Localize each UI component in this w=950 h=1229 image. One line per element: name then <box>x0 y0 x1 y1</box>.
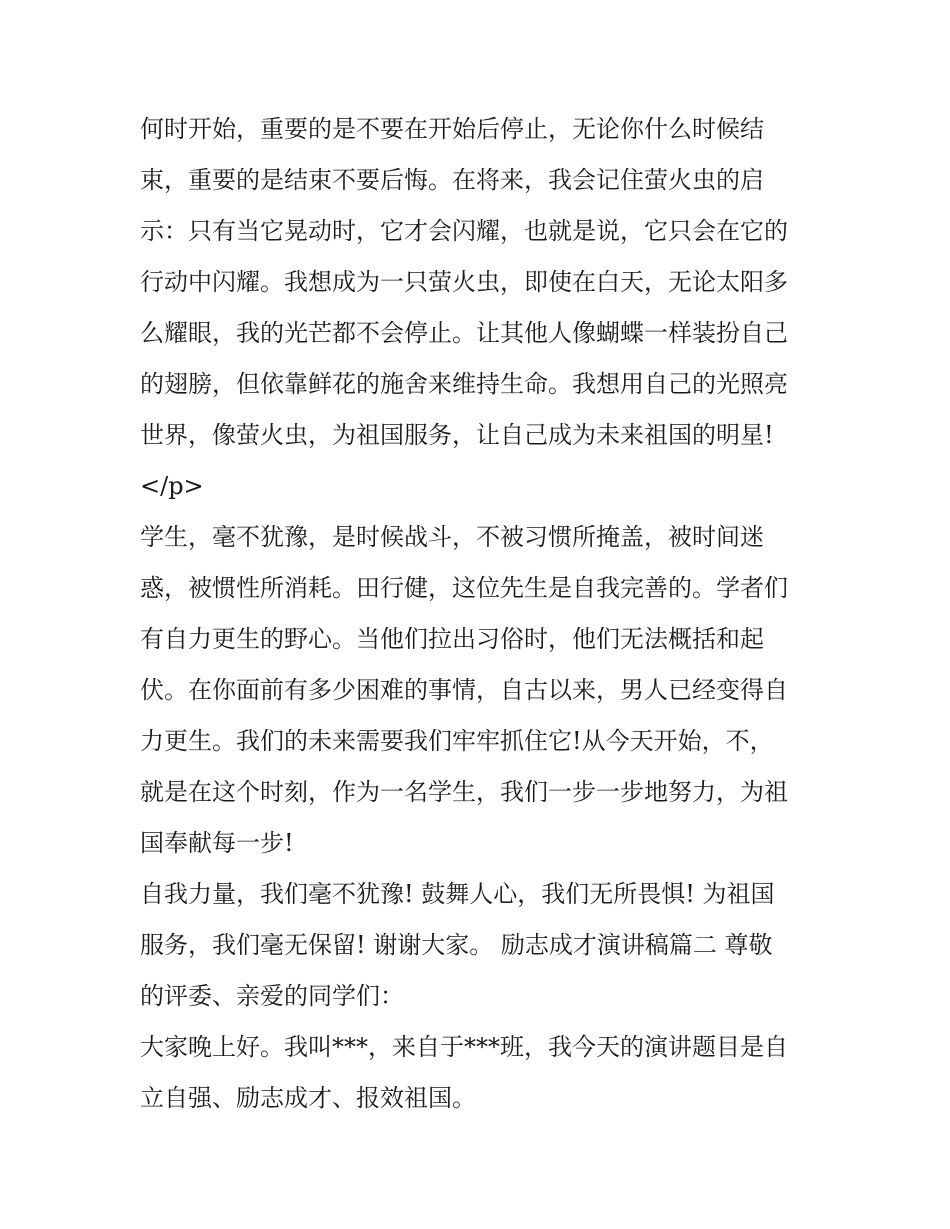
text-line: 惑，被惯性所消耗。田行健，这位先生是自我完善的。学者们 <box>140 574 788 602</box>
document-body <box>140 104 830 1124</box>
text-line: 立自强、励志成才、报效祖国。 <box>140 1084 476 1112</box>
text-line: 何时开始，重要的是不要在开始后停止，无论你什么时候结 <box>140 115 764 143</box>
text-line: 示：只有当它晃动时，它才会闪耀，也就是说，它只会在它的 <box>140 217 788 245</box>
text-line: 束，重要的是结束不要后悔。在将来，我会记住萤火虫的启 <box>140 166 764 194</box>
text-line: 力更生。我们的未来需要我们牢牢抓住它!从今天开始，不， <box>140 727 774 755</box>
text-line: 自我力量，我们毫不犹豫! 鼓舞人心，我们无所畏惧! 为祖国 <box>140 880 775 908</box>
text-line: 服务，我们毫无保留! 谢谢大家。 励志成才演讲稿篇二 尊敬 <box>140 931 773 959</box>
text-line: 的评委、亲爱的同学们： <box>140 982 404 1010</box>
text-line: 行动中闪耀。我想成为一只萤火虫，即使在白天，无论太阳多 <box>140 268 788 296</box>
text-line: 么耀眼，我的光芒都不会停止。让其他人像蝴蝶一样装扮自己 <box>140 319 788 347</box>
text-line: 有自力更生的野心。当他们拉出习俗时，他们无法概括和起 <box>140 625 764 653</box>
text-line: 的翅膀，但依靠鲜花的施舍来维持生命。我想用自己的光照亮 <box>140 370 788 398</box>
text-line: 大家晚上好。我叫***，来自于***班，我今天的演讲题目是自 <box>140 1033 788 1061</box>
text-line: 伏。在你面前有多少困难的事情，自古以来，男人已经变得自 <box>140 676 788 704</box>
text-line: 学生，毫不犹豫，是时候战斗，不被习惯所掩盖，被时间迷 <box>140 523 764 551</box>
text-line: 国奉献每一步! <box>140 829 294 857</box>
text-line: 世界，像萤火虫，为祖国服务，让自己成为未来祖国的明星! <box>140 421 774 449</box>
text-line: 就是在这个时刻，作为一名学生，我们一步一步地努力，为祖 <box>140 778 788 806</box>
text-line: </p> <box>140 472 204 500</box>
